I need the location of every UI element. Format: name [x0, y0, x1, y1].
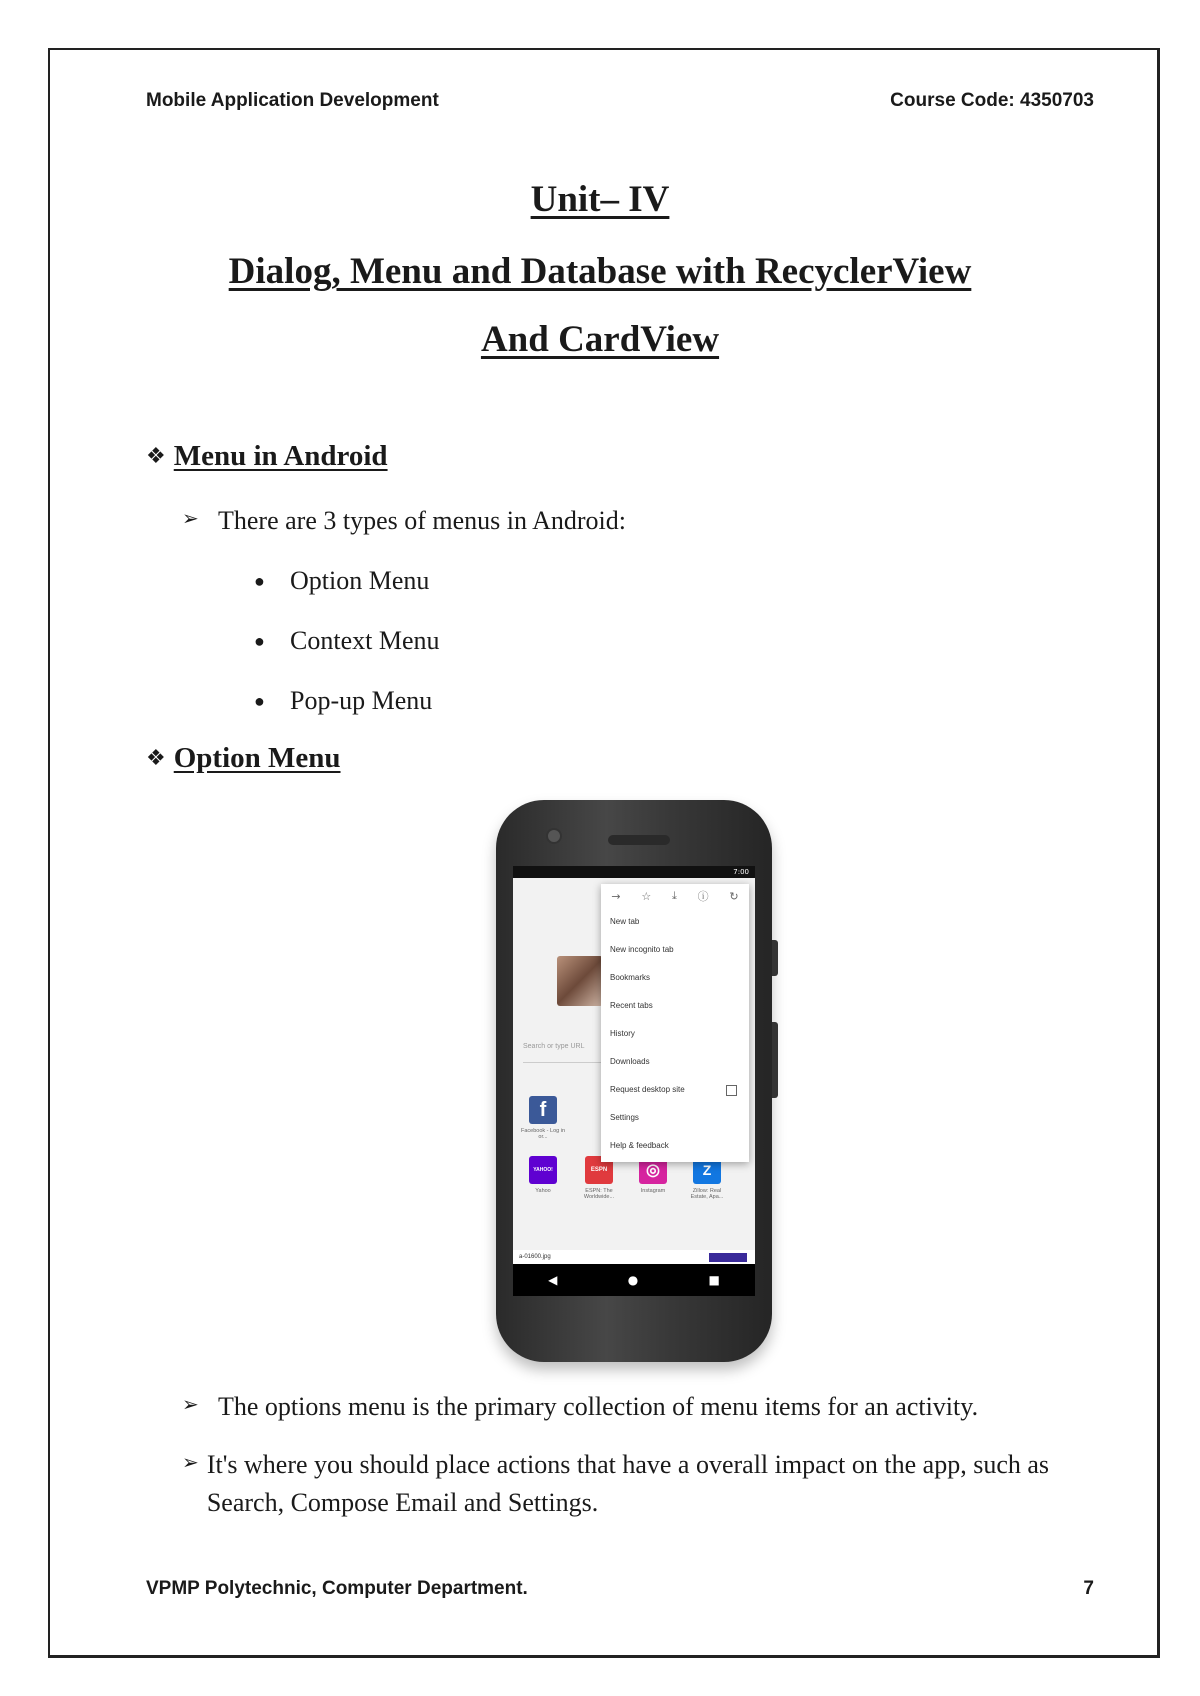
- espn-icon: ESPN: [585, 1156, 613, 1184]
- menu-item-help-feedback[interactable]: Help & feedback: [610, 1141, 669, 1150]
- options-menu-popup: [601, 884, 749, 1162]
- instagram-icon: ◎: [639, 1156, 667, 1184]
- bullet-text: The options menu is the primary collection of menu items for an activity.: [218, 1392, 979, 1421]
- section-heading-option-menu: [146, 742, 341, 775]
- thumbnail-image: [557, 956, 603, 1006]
- info-icon[interactable]: ⓘ: [697, 890, 709, 903]
- diamond-bullet-icon: ❖: [146, 746, 166, 771]
- section-heading-menu-in-android: [146, 440, 388, 473]
- dot-bullet-icon: ●: [254, 690, 265, 711]
- forward-icon[interactable]: →: [611, 889, 621, 903]
- arrow-bullet-icon: ➢: [182, 1392, 199, 1416]
- recents-icon[interactable]: ■: [708, 1273, 720, 1287]
- bullet-point: [182, 502, 626, 540]
- dot-bullet-icon: ●: [254, 630, 265, 651]
- speaker-grille: [608, 835, 670, 845]
- bullet-point: [182, 1388, 978, 1426]
- menu-item-request-desktop-site[interactable]: Request desktop site: [601, 1076, 749, 1104]
- arrow-bullet-icon: ➢: [182, 506, 199, 530]
- status-bar: [513, 866, 755, 878]
- checkbox-icon[interactable]: [726, 1085, 737, 1096]
- menu-item-recent-tabs[interactable]: Recent tabs: [610, 1001, 653, 1010]
- yahoo-icon: YAHOO!: [529, 1156, 557, 1184]
- bullet-text: It's where you should place actions that have a overall impact on the app, such as Search, Compose Email and Settings.: [206, 1450, 1050, 1517]
- phone-illustration: [496, 800, 772, 1362]
- home-icon[interactable]: ●: [627, 1273, 639, 1287]
- facebook-icon: f: [529, 1096, 557, 1124]
- back-icon[interactable]: ◀: [548, 1273, 558, 1287]
- unit-subtitle-line1: Dialog, Menu and Database with RecyclerView: [228, 251, 972, 292]
- page-footer: [146, 1578, 1094, 1600]
- list-item: [254, 626, 440, 656]
- bullet-point: [182, 1446, 1062, 1521]
- banner-image: [709, 1253, 747, 1262]
- menu-item-settings[interactable]: Settings: [610, 1113, 639, 1122]
- bottom-strip-text: a-01600.jpg: [519, 1254, 551, 1260]
- bottom-strip: [513, 1250, 755, 1264]
- footer-institution: VPMP Polytechnic, Computer Department.: [146, 1578, 528, 1599]
- bullet-text: There are 3 types of menus in Android:: [218, 506, 626, 535]
- app-label: Yahoo: [535, 1188, 551, 1194]
- app-label: ESPN: The Worldwide...: [583, 1188, 615, 1200]
- diamond-bullet-icon: ❖: [146, 444, 166, 469]
- side-button: [772, 940, 778, 976]
- dot-bullet-icon: ●: [254, 570, 265, 591]
- menu-item-bookmarks[interactable]: Bookmarks: [610, 973, 651, 982]
- list-item-text: Pop-up Menu: [290, 686, 433, 715]
- section-title: Menu in Android: [173, 440, 388, 472]
- header-course-title: Mobile Application Development: [146, 90, 439, 111]
- section-title: Option Menu: [173, 742, 341, 774]
- phone-screen: [513, 866, 755, 1296]
- app-label: Zillow: Real Estate, Apa...: [690, 1188, 724, 1200]
- zillow-icon: Z: [693, 1156, 721, 1184]
- list-item-text: Context Menu: [290, 626, 440, 655]
- star-icon[interactable]: ☆: [641, 889, 652, 903]
- list-item: [254, 686, 432, 716]
- header-course-code: Course Code: 4350703: [890, 90, 1094, 111]
- camera-icon: [546, 828, 562, 844]
- menu-item-new-incognito-tab[interactable]: New incognito tab: [610, 945, 674, 954]
- menu-item-history[interactable]: History: [610, 1029, 635, 1038]
- menu-icon-row: [601, 884, 749, 908]
- list-item-text: Option Menu: [290, 566, 430, 595]
- app-label: Instagram: [640, 1188, 666, 1194]
- page-number: 7: [1083, 1578, 1094, 1599]
- menu-item-new-tab[interactable]: New tab: [610, 917, 640, 926]
- unit-title: Unit– IV: [530, 179, 670, 220]
- volume-button: [772, 1022, 778, 1098]
- app-label: Facebook - Log in or...: [520, 1128, 566, 1140]
- page-header: [146, 90, 1094, 112]
- menu-item-downloads[interactable]: Downloads: [610, 1057, 650, 1066]
- refresh-icon[interactable]: ↻: [729, 889, 739, 903]
- browser-search-box: Search or type URL: [523, 1032, 613, 1063]
- download-icon[interactable]: ⤓: [671, 889, 677, 902]
- arrow-bullet-icon: ➢: [182, 1450, 199, 1474]
- list-item: [254, 566, 429, 596]
- unit-subtitle-line2: And CardView: [480, 319, 720, 360]
- status-time: 7:00: [733, 868, 749, 876]
- android-nav-bar: [513, 1264, 755, 1296]
